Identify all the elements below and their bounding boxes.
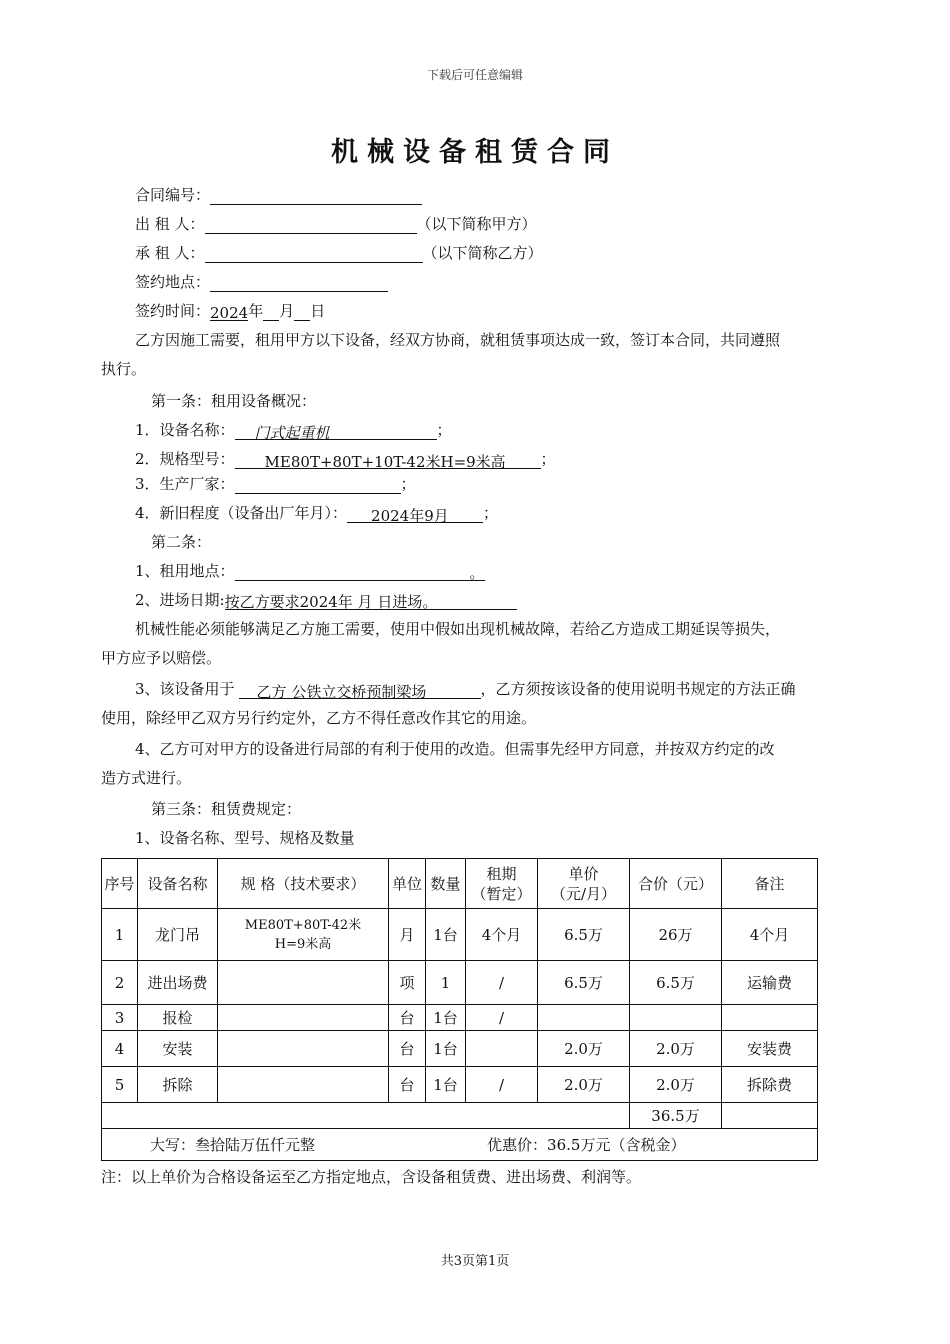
year-char: 年 <box>248 302 264 320</box>
sign-place-blank[interactable] <box>210 274 388 292</box>
sign-time-label: 签约时间： <box>135 302 211 320</box>
table-sum-row <box>102 1103 818 1129</box>
maker-label: 3．生产厂家： <box>135 475 235 493</box>
article-3-title: 第三条：租赁费规定： <box>151 800 302 818</box>
table-header-row <box>102 859 818 909</box>
lessee-row <box>135 243 543 263</box>
lessor-blank[interactable] <box>205 216 417 234</box>
equipment-name-label: 1．设备名称： <box>135 421 235 439</box>
document-title: 机械设备租赁合同 <box>331 137 619 168</box>
semicolon: ； <box>400 475 416 493</box>
discount-label: 优惠价： <box>487 1135 548 1154</box>
entry-date-label: 2、进场日期: <box>135 591 225 609</box>
entry-date-value[interactable]: 按乙方要求2024年 月 日进场。 <box>225 592 517 610</box>
rental-fee-table <box>101 858 818 1161</box>
header-name: 设备名称 <box>138 859 218 909</box>
header-price: 单价 （元/月） <box>538 859 630 909</box>
rent-place-blank[interactable]: 。 <box>235 563 485 581</box>
article-3-subtitle: 1、设备名称、型号、规格及数量 <box>135 829 355 847</box>
sign-place-label: 签约地点： <box>135 273 211 291</box>
sum-value: 36.5万 <box>630 1103 722 1129</box>
day-char: 日 <box>310 302 326 320</box>
page-footer: 共3页第1页 <box>440 1254 510 1269</box>
maker-row <box>135 474 416 494</box>
rent-place-row <box>135 561 485 581</box>
table-row: 1 龙门吊 ME80T+80T-42米 H=9米高 月 1台 4个月 6.5万 26万 4个月 <box>102 909 818 961</box>
header-unit: 单位 <box>389 859 426 909</box>
capital-label: 大写： <box>150 1135 196 1154</box>
month-char: 月 <box>279 302 295 320</box>
semicolon: ； <box>436 421 452 439</box>
lessee-blank[interactable] <box>205 245 423 263</box>
table-row: 4 安装 台 1台 2.0万 2.0万 安装费 <box>102 1031 818 1067</box>
article-1-title: 第一条：租用设备概况： <box>151 392 317 410</box>
performance-line-2: 甲方应予以赔偿。 <box>101 649 222 667</box>
equipment-name-value[interactable]: 门式起重机 <box>235 423 437 440</box>
sign-time-row <box>135 301 325 321</box>
table-row: 5 拆除 台 1台 / 2.0万 2.0万 拆除费 <box>102 1067 818 1103</box>
header-qty: 数量 <box>426 859 466 909</box>
lessor-row <box>135 214 537 234</box>
usage-line-2: 使用，除经甲乙双方另行约定外，乙方不得任意改作其它的用途。 <box>101 709 537 727</box>
intro-line-2: 执行。 <box>101 360 147 378</box>
age-label: 4．新旧程度（设备出厂年月）： <box>135 504 348 522</box>
contract-no-blank[interactable] <box>210 187 422 205</box>
sign-year[interactable]: 2024 <box>210 304 249 322</box>
age-value[interactable]: 2024年9月 <box>347 506 483 523</box>
lessor-label: 出 租 人： <box>135 215 205 233</box>
lessor-note: （以下简称甲方） <box>416 215 537 233</box>
sign-month-blank[interactable] <box>263 303 279 321</box>
model-label: 2．规格型号： <box>135 450 235 468</box>
table-row: 2 进出场费 项 1 / 6.5万 6.5万 运输费 <box>102 961 818 1005</box>
rent-place-label: 1、租用地点： <box>135 562 235 580</box>
sign-day-blank[interactable] <box>294 303 310 321</box>
usage-prefix: 3、该设备用于 <box>135 680 235 698</box>
header-total: 合价（元） <box>630 859 722 909</box>
table-row: 3 报检 台 1台 / <box>102 1005 818 1031</box>
age-row <box>135 503 498 523</box>
model-value[interactable]: ME80T+80T+10T-42米H=9米高 <box>235 452 541 469</box>
discount-value: 36.5万元（含税金） <box>547 1135 686 1154</box>
table-note: 注：以上单价为合格设备运至乙方指定地点，含设备租赁费、进出场费、利润等。 <box>101 1168 642 1186</box>
model-row <box>135 449 556 469</box>
header-period: 租期 （暂定） <box>466 859 538 909</box>
usage-row <box>135 679 796 699</box>
entry-date-row <box>135 590 517 610</box>
equipment-name-row <box>135 420 452 440</box>
header-spec: 规 格（技术要求） <box>218 859 389 909</box>
lessee-note: （以下简称乙方） <box>422 244 543 262</box>
header-remark: 备注 <box>722 859 818 909</box>
performance-line-1: 机械性能必须能够满足乙方施工需要，使用中假如出现机械故障，若给乙方造成工期延误等损失， <box>135 620 781 638</box>
maker-blank[interactable] <box>235 476 401 494</box>
lessee-label: 承 租 人： <box>135 244 205 262</box>
semicolon: ； <box>483 504 499 522</box>
usage-suffix: ，乙方须按该设备的使用说明书规定的方法正确 <box>480 680 796 698</box>
table-capital-row <box>102 1129 818 1161</box>
contract-no-row <box>135 185 422 205</box>
header-note: 下载后可任意编辑 <box>426 68 523 82</box>
usage-value[interactable]: 乙方 公铁立交桥预制梁场 <box>239 682 481 699</box>
header-no: 序号 <box>102 859 138 909</box>
intro-line-1: 乙方因施工需要，租用甲方以下设备，经双方协商，就租赁事项达成一致，签订本合同，共同遵照 <box>135 331 781 349</box>
article-2-title: 第二条： <box>151 533 212 551</box>
modification-line-1: 4、乙方可对甲方的设备进行局部的有利于使用的改造。但需事先经甲方同意，并按双方约定的改 <box>135 740 775 758</box>
semicolon: ； <box>540 450 556 468</box>
capital-value: 叁拾陆万伍仟元整 <box>195 1135 316 1154</box>
contract-no-label: 合同编号： <box>135 186 211 204</box>
modification-line-2: 造方式进行。 <box>101 769 192 787</box>
sign-place-row <box>135 272 388 292</box>
